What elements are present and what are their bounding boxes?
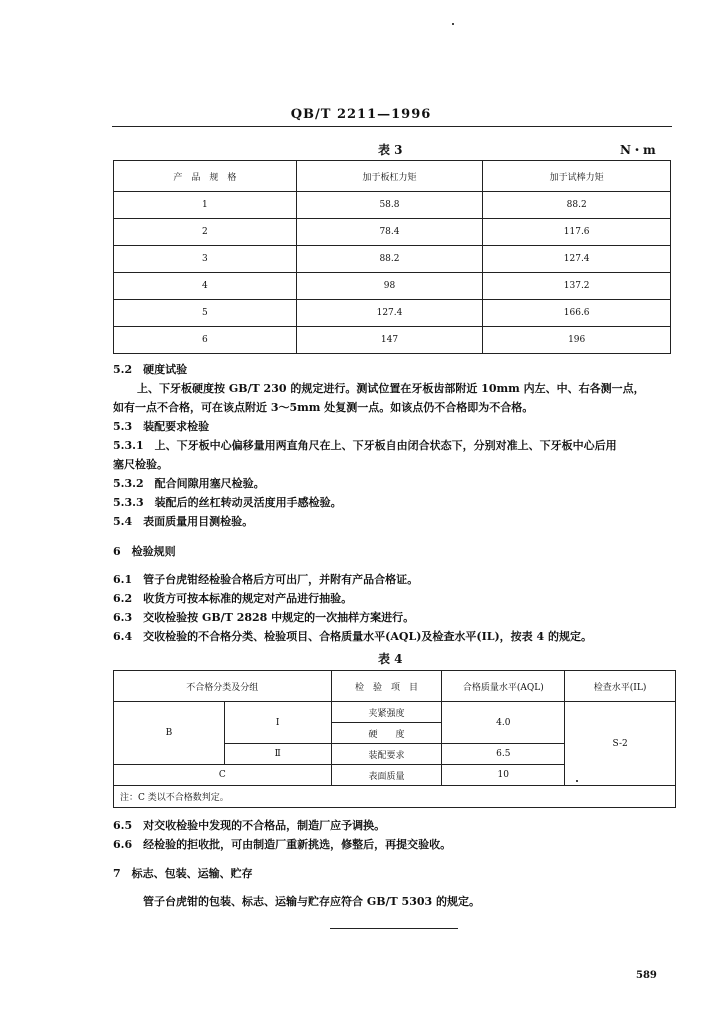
- section-5-3-3: 5.3.3 装配后的丝杠转动灵活度用手感检验。: [113, 496, 342, 509]
- table-cell: 196: [483, 327, 671, 354]
- table-cell: 5: [114, 300, 297, 327]
- table4-col-il: 检查水平(IL): [565, 671, 676, 702]
- table-cell-class-c: C: [114, 765, 332, 786]
- table4-note: 注：C 类以不合格数判定。: [114, 786, 676, 808]
- table-cell: 夹紧强度: [331, 702, 442, 723]
- section-5-2-title: 5.2 硬度试验: [113, 363, 188, 376]
- page-number: 589: [636, 970, 657, 981]
- table-cell: 10: [442, 765, 565, 786]
- table4-caption: 表 4: [378, 652, 403, 666]
- table-cell-group-2: Ⅱ: [224, 744, 331, 765]
- table-cell: 78.4: [296, 219, 483, 246]
- table-cell: 装配要求: [331, 744, 442, 765]
- section-5-3-2: 5.3.2 配合间隙用塞尺检验。: [113, 477, 265, 490]
- header-rule: [112, 126, 672, 127]
- standard-number-header: QB/T 2211—1996: [290, 107, 432, 122]
- table-cell: 88.2: [296, 246, 483, 273]
- table-cell-class-b: B: [114, 702, 225, 765]
- table-cell: 1: [114, 192, 297, 219]
- section-5-3-1-line2: 塞尺检验。: [113, 458, 168, 471]
- table-cell: 88.2: [483, 192, 671, 219]
- table-cell: 137.2: [483, 273, 671, 300]
- scan-speck: [452, 23, 454, 25]
- table-row: [114, 273, 671, 300]
- table4-col-class: 不合格分类及分组: [114, 671, 332, 702]
- table-cell: 166.6: [483, 300, 671, 327]
- table3-col-spec: 产 品 规 格: [114, 161, 297, 192]
- table-row: [114, 192, 671, 219]
- scan-speck: [576, 780, 578, 782]
- section-6-title: 6 检验规则: [113, 545, 176, 558]
- table4: [113, 670, 676, 808]
- table-cell: 147: [296, 327, 483, 354]
- section-6-3: 6.3 交收检验按 GB/T 2828 中规定的一次抽样方案进行。: [113, 611, 415, 624]
- end-rule: [330, 928, 458, 929]
- table4-col-item: 检 验 项 目: [331, 671, 442, 702]
- section-5-4: 5.4 表面质量用目测检验。: [113, 515, 254, 528]
- table-cell: 58.8: [296, 192, 483, 219]
- table-cell: 3: [114, 246, 297, 273]
- section-6-2: 6.2 收货方可按本标准的规定对产品进行抽验。: [113, 592, 353, 605]
- section-7-body: 管子台虎钳的包装、标志、运输与贮存应符合 GB/T 5303 的规定。: [143, 895, 480, 908]
- section-6-5: 6.5 对交收检验中发现的不合格品，制造厂应予调换。: [113, 819, 386, 832]
- section-6-6: 6.6 经检验的拒收批，可由制造厂重新挑选，修整后，再提交验收。: [113, 838, 452, 851]
- table3-col-bar-torque: 加于试棒力矩: [483, 161, 671, 192]
- section-6-4: 6.4 交收检验的不合格分类、检验项目、合格质量水平(AQL)及检查水平(IL)，按表 4 的规定。: [113, 630, 592, 643]
- section-5-2-paragraph-line2: 如有一点不合格，可在该点附近 3～5mm 处复测一点。如该点仍不合格即为不合格。: [113, 401, 534, 414]
- table-row: [114, 702, 676, 723]
- table-row: [114, 219, 671, 246]
- table-cell: 2: [114, 219, 297, 246]
- section-5-3-1-line1: 5.3.1 上、下牙板中心偏移量用两直角尺在上、下牙板自由闭合状态下，分别对准上、下牙板中心后用: [113, 439, 617, 452]
- table-cell: 6.5: [442, 744, 565, 765]
- table4-header-row: [114, 671, 676, 702]
- table3-caption: 表 3: [378, 143, 403, 157]
- table-cell-il: S-2: [565, 702, 676, 786]
- section-7-title: 7 标志、包装、运输、贮存: [113, 867, 253, 880]
- section-6-1: 6.1 管子台虎钳经检验合格后方可出厂，并附有产品合格证。: [113, 573, 419, 586]
- table-row: [114, 300, 671, 327]
- section-5-2-paragraph-line1: 上、下牙板硬度按 GB/T 230 的规定进行。测试位置在牙板齿部附近 10mm 内左、中、右各测一点，: [137, 382, 645, 395]
- table3-unit: N・m: [620, 143, 656, 157]
- table4-col-aql: 合格质量水平(AQL): [442, 671, 565, 702]
- table-cell: 127.4: [483, 246, 671, 273]
- table-row: [114, 246, 671, 273]
- table-cell: 4: [114, 273, 297, 300]
- table-cell: 表面质量: [331, 765, 442, 786]
- table4-note-row: [114, 786, 676, 808]
- table3-header-row: [114, 161, 671, 192]
- table-cell: 127.4: [296, 300, 483, 327]
- table-cell: 硬 度: [331, 723, 442, 744]
- table3-col-lever-torque: 加于板杠力矩: [296, 161, 483, 192]
- table-cell: 117.6: [483, 219, 671, 246]
- table3: [113, 160, 671, 354]
- table-cell: 98: [296, 273, 483, 300]
- table-row: [114, 327, 671, 354]
- table-cell-group-1: Ⅰ: [224, 702, 331, 744]
- table-cell: 4.0: [442, 702, 565, 744]
- table-cell: 6: [114, 327, 297, 354]
- section-5-3-title: 5.3 装配要求检验: [113, 420, 210, 433]
